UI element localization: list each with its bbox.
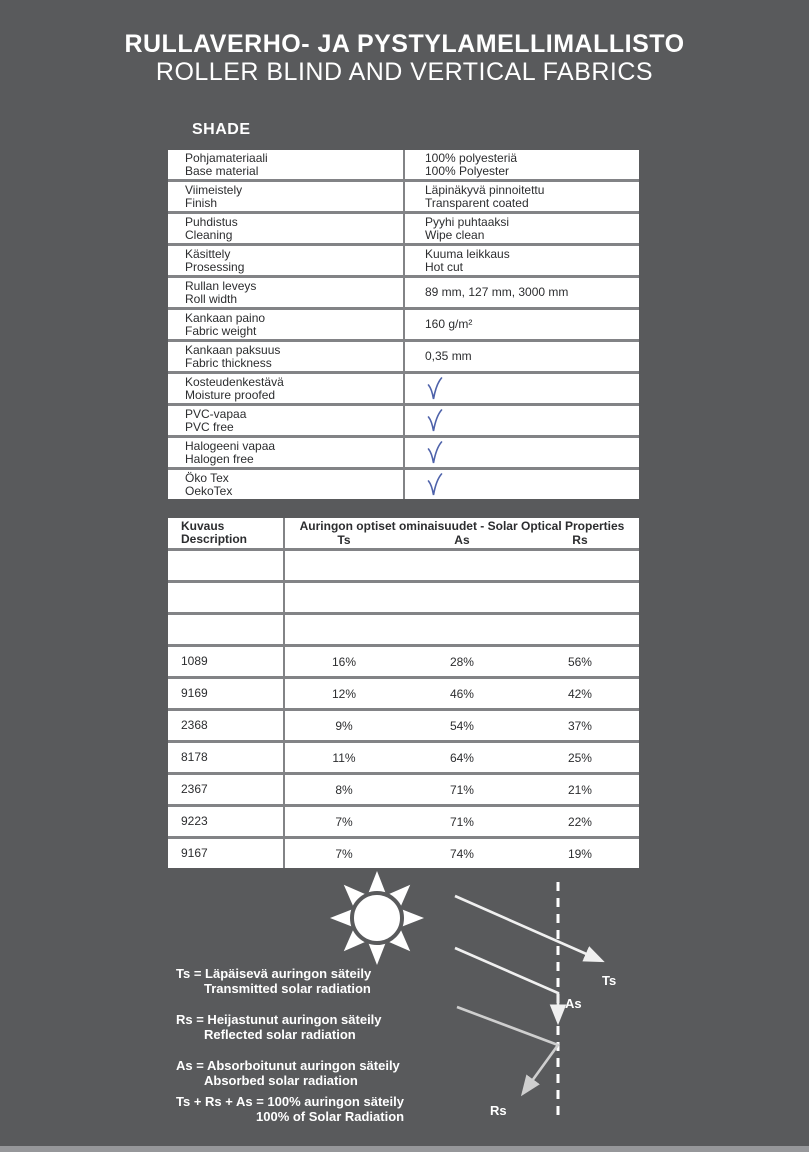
ts-value: 9% <box>335 718 353 733</box>
table-row <box>168 743 639 772</box>
label-fi: Käsittely <box>185 246 231 261</box>
label-fi: Viimeistely <box>185 182 243 197</box>
property-value <box>405 278 639 307</box>
ts-label: Ts <box>602 973 617 988</box>
property-value <box>405 406 639 435</box>
table-row <box>168 839 639 868</box>
group-header-text: Auringon optiset ominaisuudet - Solar Optical Properties <box>299 519 625 533</box>
as-value: 46% <box>449 686 474 701</box>
property-label <box>168 214 403 243</box>
as-value: 71% <box>449 814 474 829</box>
as-value: 74% <box>449 846 474 861</box>
ts-value: 11% <box>332 750 356 765</box>
value-en: Transparent coated <box>425 195 529 210</box>
empty-row <box>168 551 639 580</box>
bottom-bar <box>0 1146 809 1152</box>
reflected-ray <box>457 1007 558 1092</box>
property-value <box>405 438 639 467</box>
check-icon <box>427 377 443 401</box>
as-value: 64% <box>449 750 474 765</box>
empty-row <box>168 615 639 644</box>
ts-header: Ts <box>337 533 351 547</box>
absorbed-ray <box>455 948 558 1020</box>
rs-value: 22% <box>567 814 592 829</box>
table-row <box>168 150 639 179</box>
sub-headers <box>285 533 639 547</box>
property-value <box>405 310 639 339</box>
solar-radiation-diagram <box>0 868 809 1132</box>
label-fi: Puhdistus <box>185 214 238 229</box>
as-value: 54% <box>449 718 474 733</box>
value-fi: 89 mm, 127 mm, 3000 mm <box>425 285 569 299</box>
label-en: PVC free <box>185 419 234 434</box>
value-en: 100% Polyester <box>425 163 510 178</box>
fabric-code: 8178 <box>168 743 283 772</box>
table-row <box>168 470 639 499</box>
page-title-en: ROLLER BLIND AND VERTICAL FABRICS <box>155 58 654 86</box>
property-label <box>168 310 403 339</box>
table-row <box>168 711 639 740</box>
rs-header: Rs <box>572 533 588 547</box>
property-label <box>168 374 403 403</box>
as-value: 28% <box>449 654 474 669</box>
table-row <box>168 647 639 676</box>
value-fi: 160 g/m² <box>425 317 473 331</box>
transmitted-ray <box>455 896 600 960</box>
property-label <box>168 150 403 179</box>
label-en: OekoTex <box>185 483 233 498</box>
table-row <box>168 807 639 836</box>
check-icon <box>427 409 443 433</box>
fabric-code: 1089 <box>168 647 283 676</box>
legend-as: As = Absorboitunut auringon säteily Absorbed solar radiation <box>176 1058 400 1088</box>
property-label <box>168 182 403 211</box>
value-fi: 0,35 mm <box>425 349 472 363</box>
property-value <box>405 342 639 371</box>
legend <box>176 966 404 1124</box>
table-row <box>168 278 639 307</box>
as-value: 71% <box>449 782 474 797</box>
property-value <box>405 374 639 403</box>
ts-value: 16% <box>331 654 356 669</box>
label-en: Fabric weight <box>185 323 257 338</box>
label-fi: Rullan leveys <box>185 278 257 293</box>
label-fi: Öko Tex <box>185 470 229 485</box>
table-row <box>168 246 639 275</box>
label-fi: Kankaan paksuus <box>185 342 281 357</box>
fabric-code: 9223 <box>168 807 283 836</box>
table-row <box>168 679 639 708</box>
sun-icon <box>330 871 424 965</box>
empty-row <box>168 583 639 612</box>
label-fi: Pohjamateriaali <box>185 150 268 165</box>
fabric-code: 2368 <box>168 711 283 740</box>
optical-group-header <box>285 518 639 548</box>
rs-value: 42% <box>567 686 592 701</box>
ts-value: 7% <box>335 814 353 829</box>
title-block <box>0 31 809 86</box>
value-fi: 100% polyesteriä <box>425 150 518 165</box>
ts-value: 8% <box>335 782 353 797</box>
section-label: SHADE <box>192 121 251 138</box>
value-en: Wipe clean <box>425 227 485 242</box>
check-icon <box>427 441 443 465</box>
property-label <box>168 406 403 435</box>
label-en: Base material <box>185 163 259 178</box>
value-fi: Läpinäkyvä pinnoitettu <box>425 182 545 197</box>
ts-value: 12% <box>331 686 356 701</box>
value-fi: Pyyhi puhtaaksi <box>425 214 510 229</box>
ts-value: 7% <box>335 846 353 861</box>
table-row <box>168 406 639 435</box>
property-value <box>405 214 639 243</box>
rs-value: 56% <box>567 654 592 669</box>
label-en: Fabric thickness <box>185 355 272 370</box>
value-en: Hot cut <box>425 259 464 274</box>
table-row <box>168 342 639 371</box>
rs-value: 37% <box>567 718 592 733</box>
property-label <box>168 438 403 467</box>
label-en: Cleaning <box>185 227 233 242</box>
property-label <box>168 246 403 275</box>
property-value <box>405 246 639 275</box>
fabric-code: 2367 <box>168 775 283 804</box>
table-row <box>168 775 639 804</box>
optical-table <box>168 518 639 868</box>
property-label <box>168 342 403 371</box>
description-header: Kuvaus Description <box>168 518 283 548</box>
property-value <box>405 470 639 499</box>
label-en: Halogen free <box>185 451 254 466</box>
rs-label: Rs <box>490 1103 507 1118</box>
fabric-code: 9169 <box>168 679 283 708</box>
label-en: Prosessing <box>185 259 245 274</box>
label-en: Finish <box>185 195 218 210</box>
label-fi: Halogeeni vapaa <box>185 438 276 453</box>
legend-sum: Ts + Rs + As = 100% auringon säteily 100% of Solar Radiation <box>176 1094 405 1124</box>
fabric-code: 9167 <box>168 839 283 868</box>
label-fi: Kankaan paino <box>185 310 266 325</box>
rs-value: 21% <box>567 782 592 797</box>
properties-table <box>168 150 639 499</box>
optical-table-header <box>168 518 639 548</box>
label-fi: Kosteudenkestävä <box>185 374 284 389</box>
property-label <box>168 278 403 307</box>
table-row <box>168 214 639 243</box>
label-en: Roll width <box>185 291 238 306</box>
legend-ts: Ts = Läpäisevä auringon säteily Transmitted solar radiation <box>176 966 372 996</box>
property-value <box>405 182 639 211</box>
table-row <box>168 438 639 467</box>
page-title-fi: RULLAVERHO- JA PYSTYLAMELLIMALLISTO <box>124 30 685 58</box>
legend-rs: Rs = Heijastunut auringon säteily Reflected solar radiation <box>176 1012 382 1042</box>
table-row <box>168 310 639 339</box>
label-fi: PVC-vapaa <box>185 406 247 421</box>
value-fi: Kuuma leikkaus <box>425 246 510 261</box>
property-value <box>405 150 639 179</box>
table-row <box>168 374 639 403</box>
table-row <box>168 182 639 211</box>
property-label <box>168 470 403 499</box>
rs-value: 25% <box>567 750 592 765</box>
as-label: As <box>565 996 582 1011</box>
rs-value: 19% <box>567 846 592 861</box>
as-header: As <box>454 533 470 547</box>
check-icon <box>427 473 443 497</box>
label-en: Moisture proofed <box>185 387 276 402</box>
